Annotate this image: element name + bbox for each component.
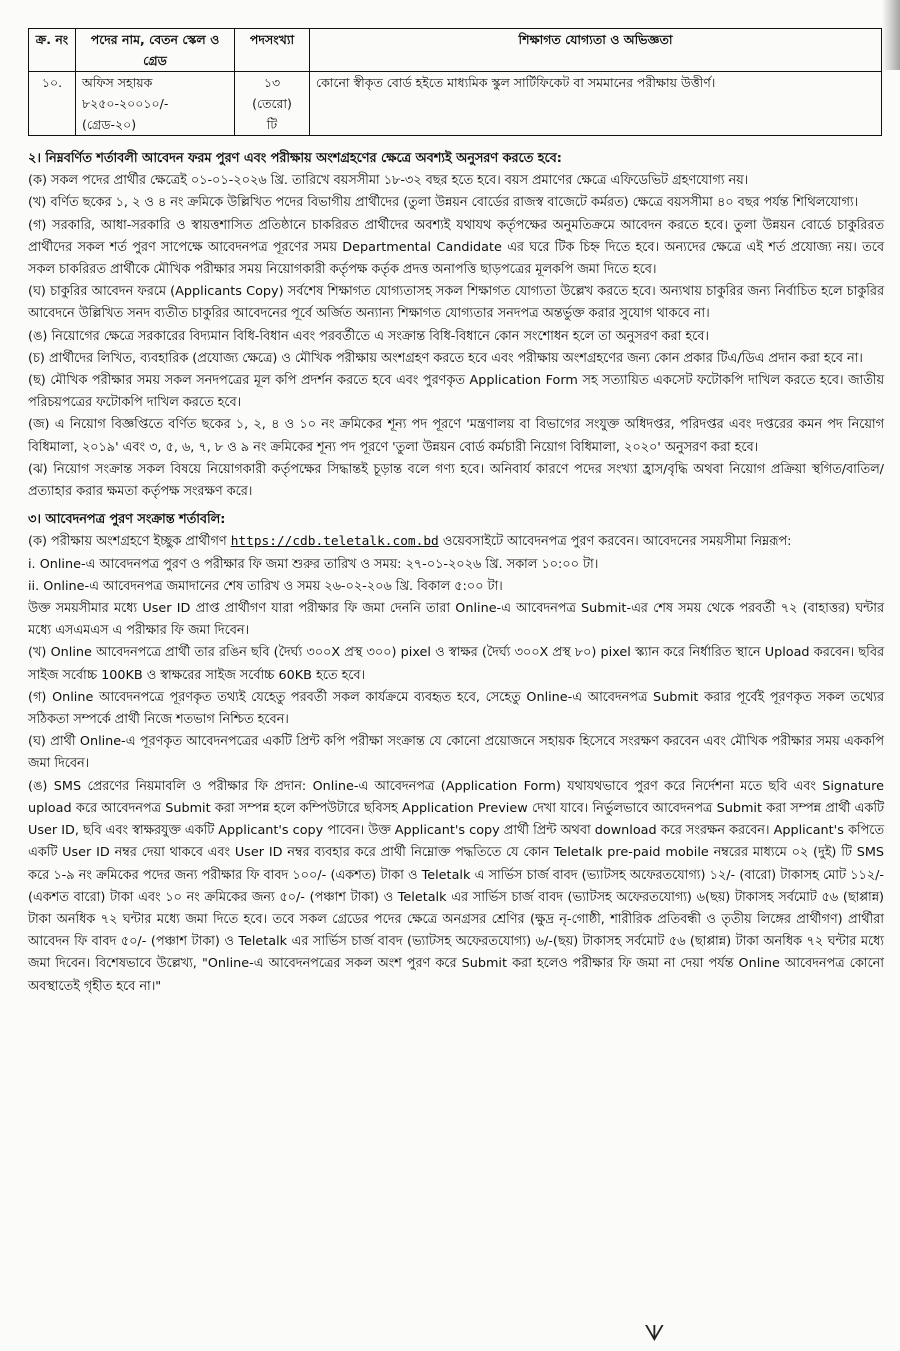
section3-ka <box>28 531 884 553</box>
scan-edge-shadow <box>882 0 900 70</box>
section2-kha: (খ) বর্ণিত ছকের ১, ২ ও ৪ নং ক্রমিকে উল্লিখিত পদের বিভাগীয় প্রার্থীদের (তুলা উন্নয়ন বোর্ডের রাজস্ব বাজেটে কর্মরত) ক্ষেত্রে বয়সসীমা ৪০ বছর পর্যন্ত শিথিলযোগ্য। <box>28 195 859 211</box>
section2-jha: (ঝ) নিয়োগ সংক্রান্ত সকল বিষয়ে নিয়োগকারী কর্তৃপক্ষের সিদ্ধান্তই চূড়ান্ত বলে গণ্য হবে। অনিবার্য কারণে পদের সংখ্যা হ্রাস/বৃদ্ধি অথবা নিয়োগ প্রক্রিয়া স্থগিত/বাতিল/প্রত্যাহার করার ক্ষমতা কর্তৃপক্ষ সংরক্ষণ করে। <box>28 461 884 500</box>
post-name: অফিস সহায়ক <box>82 75 153 90</box>
header-count: পদসংখ্যা <box>235 29 310 72</box>
section3-ga: (গ) Online আবেদনপত্রে পূরণকৃত তথ্যই যেহেতু পরবর্তী সকল কার্যক্রমে ব্যবহৃত হবে, সেহেতু Online-এ আবেদনপত্র Submit করার পূর্বেই পূরণকৃত সকল তথ্যের সঠিকতা সম্পর্কে প্রার্থী নিজে শতভাগ নিশ্চিত হবেন। <box>28 689 884 728</box>
count-unit: টি <box>266 117 278 132</box>
section2-cha: (চ) প্রার্থীদের লিখিত, ব্যবহারিক (প্রযোজ্য ক্ষেত্রে) ও মৌখিক পরীক্ষায় অংশগ্রহণ করতে হবে এবং পরীক্ষায় অংশগ্রহণের জন্য কোন প্রকার টিএ/ডিএ প্রদান করা হবে না। <box>28 350 863 366</box>
header-post: পদের নাম, বেতন স্কেল ও গ্রেড <box>76 29 235 72</box>
section2-ka: (ক) সকল পদের প্রার্থীর ক্ষেত্রেই ০১-০১-২০২৬ খ্রি. তারিখে বয়সসীমা ১৮-৩২ বছর হতে হবে। বয়স প্রমাণের ক্ষেত্রে এফিডেভিট গ্রহণযোগ্য নয়। <box>28 173 749 189</box>
section3-i: i. Online-এ আবেদনপত্র পুরণ ও পরীক্ষার ফি জমা শুরুর তারিখ ও সময়: ২৭-০১-২০২৬ খ্রি. সকাল ১০:০০ টা। <box>28 556 599 572</box>
count-word: (তেরো) <box>252 96 292 111</box>
section3-ka-post: ওয়েবসাইটে আবেদনপত্র পুরণ করবেন। আবেদনের সময়সীমা নিম্নরূপ: <box>442 534 792 550</box>
row-qualification: কোনো স্বীকৃত বোর্ড হইতে মাধ্যমিক স্কুল সার্টিফিকেট বা সমমানের পরীক্ষায় উত্তীর্ণ। <box>310 72 882 136</box>
teletalk-link[interactable]: https://cdb.teletalk.com.bd <box>230 534 439 550</box>
section3-heading: ৩। আবেদনপত্র পুরণ সংক্রান্ত শর্তাবলি: <box>28 512 226 528</box>
post-scale: ৮২৫০-২০০১০/- <box>82 96 169 111</box>
section2-heading: ২। নিম্নবর্ণিত শর্তাবলী আবেদন ফরম পুরণ এবং পরীক্ষায় অংশগ্রহণের ক্ষেত্রে অবশ্যই অনুসরণ করতে হবে: <box>28 151 562 166</box>
header-qualification: শিক্ষাগত যোগ্যতা ও অভিজ্ঞতা <box>310 29 882 72</box>
section3-umo: (ঙ) SMS প্রেরণের নিয়মাবলি ও পরীক্ষার ফি প্রদান: Online-এ আবেদনপত্র (Application Form) যথাযথভাবে পুরণ করে নির্দেশনা মতে ছবি এবং Signature upload করে আবেদনপত্র Submit করা সম্পন্ন হলে কম্পিউটারে ছবিসহ Application Preview দেখা যাবে। নির্ভুলভাবে আবেদনপত্র Submit করা সম্পন্ন প্রার্থী একটি User ID, ছবি এবং স্বাক্ষরযুক্ত একটি Applicant's copy পাবেন। উক্ত Applicant's copy প্রার্থী প্রিন্ট অথবা download করে সংরক্ষন করবেন। Applicant's কপিতে একটি User ID নম্বর দেয়া থাকবে এবং User ID নম্বর ব্যবহার করে প্রার্থী নিম্নোক্ত পদ্ধতিতে যে কোন Teletalk pre-paid mobile নম্বরের মাধ্যমে ০২ (দুই) টি SMS করে ১-৯ নং ক্রমিকের পদের জন্য পরীক্ষার ফি বাবদ ১০০/- (একশত) টাকা ও Teletalk এ সার্ভিস চার্জ বাবদ (ভ্যাটসহ অফেরতযোগ্য) ১২/- (বারো) টাকাসহ মোট ১১২/- (একশত বারো) টাকা এবং ১০ নং ক্রমিকের জন্য ৫০/- (পঞ্চাশ টাকা) ও Teletalk এর সার্ভিস চার্জ বাবদ (ভ্যাটসহ অফেরতযোগ্য) ৬(ছয়) টাকাসহ সর্বমোট ৫৬ (ছাপ্পান্ন) টাকা অনধিক ৭২ ঘন্টার মধ্যে জমা দিতে হবে। তবে সকল গ্রেডের পদের ক্ষেত্রে অনগ্রসর শ্রেণির (ক্ষুদ্র নৃ-গোষ্ঠী, শারীরিক প্রতিবন্ধী ও তৃতীয় লিঙ্গের প্রার্থীগণ) প্রার্থীরা আবেদন ফি বাবদ ৫০/- (পঞ্চাশ টাকা) ও Teletalk এর সার্ভিস চার্জ বাবদ (ভ্যাটসহ অফেরতযোগ্য) ৬/-(ছয়) টাকাসহ সর্বমোট ৫৬ (ছাপ্পান্ন) টাকা অনধিক ৭২ ঘন্টার মধ্যে জমা দিবেন। বিশেষভাবে উল্লেখ্য, "Online-এ আবেদনপত্রের সকল অংশ পুরণ করে Submit করা হলেও পরীক্ষার ফি জমা না দেয়া পর্যন্ত Online আবেদনপত্র কোনো অবস্থাতেই গৃহীত হবে না।" <box>28 778 884 994</box>
post-grade: (গ্রেড-২০) <box>82 117 137 132</box>
section2-gha: (ঘ) চাকুরির আবেদন ফরমে (Applicants Copy) সর্বশেষ শিক্ষাগত যোগ্যতাসহ সকল শিক্ষাগত যোগ্যতা উল্লেখ করতে হবে। অন্যথায় চাকুরির জন্য নির্বাচিত হলে চাকুরির আবেদনে উল্লিখিত সনদ ব্যতীত চাকুরির আবেদনের পূর্বে অর্জিত অন্যান্য শিক্ষাগত যোগ্যতার সনদপত্র অন্তর্ভুক্ত করার সুযোগ থাকবে না। <box>28 284 884 322</box>
post-table <box>28 28 882 136</box>
section2-ja: (জ) এ নিয়োগ বিজ্ঞপ্তিতে বর্ণিত ছকের ১, ২, ৪ ও ১০ নং ক্রমিকের শূন্য পদ পূরণে 'মন্ত্রণালয় বা বিভাগের সংযুক্ত অধিদপ্তর, পরিদপ্তর এবং দপ্তরের কমন পদ নিয়োগ বিধিমালা, ২০১৯' এবং ৩, ৫, ৬, ৭, ৮ ও ৯ নং ক্রমিকের শূন্য পদ পূরণে 'তুলা উন্নয়ন বোর্ড কর্মচারী নিয়োগ বিধিমালা, ২০২০' অনুসরণ করা হবে। <box>28 417 884 455</box>
section3-ii: ii. Online-এ আবেদনপত্র জমাদানের শেষ তারিখ ও সময় ২৬-০২-২০৬ খ্রি. বিকাল ৫:০০ টা। <box>28 578 503 594</box>
row-post <box>76 72 235 136</box>
post-table-header-row <box>29 29 882 72</box>
notice-body <box>28 148 884 998</box>
table-row <box>29 72 882 136</box>
handwritten-mark: ᗐ <box>644 1322 665 1347</box>
count-number: ১৩ <box>263 75 281 90</box>
section3-gha: (ঘ) প্রার্থী Online-এ পূরণকৃত আবেদনপত্রের একটি প্রিন্ট কপি পরীক্ষা সংক্রান্ত যে কোনো প্রয়োজনে সহায়ক হিসেবে সংরক্ষণ করবেন এবং মৌখিক পরীক্ষার সময় এককপি জমা দিবেন। <box>28 734 884 772</box>
row-count <box>235 72 310 136</box>
section2-umo: (ঙ) নিয়োগের ক্ষেত্রে সরকারের বিদ্যমান বিধি-বিধান এবং পরবর্তীতে এ সংক্রান্ত বিধি-বিধানে কোন সংশোধন হলে তা অনুসরণ করা হবে। <box>28 328 709 344</box>
section2-chha: (ছ) মৌখিক পরীক্ষার সময় সকল সনদপত্রের মূল কপি প্রদর্শন করতে হবে এবং পুরণকৃত Application Form সহ সত্যায়িত একসেট ফটোকপি দাখিল করতে হবে। জাতীয় পরিচয়পত্রের ফটোকপি দাখিল করতে হবে। <box>28 373 884 411</box>
header-serial: ক্র. নং <box>29 29 76 72</box>
section3-note: উক্ত সময়সীমার মধ্যে User ID প্রাপ্ত প্রার্থীগণ যারা পরীক্ষার ফি জমা দেননি তারা Online-এ আবেদনপত্র Submit-এর শেষ সময় থেকে পরবর্তী ৭২ (বাহাত্তর) ঘন্টার মধ্যে এসএমএস এ পরীক্ষার ফি জমা দিবেন। <box>28 601 884 639</box>
row-serial: ১০. <box>29 72 76 136</box>
section3-ka-pre: (ক) পরীক্ষায় অংশগ্রহণে ইচ্ছুক প্রার্থীগণ <box>28 534 227 550</box>
section2-ga: (গ) সরকারি, আধা-সরকারি ও স্বায়ত্তশাসিত প্রতিষ্ঠানে চাকরিরত প্রার্থীদের অবশ্যই যথাযথ কর্তৃপক্ষের অনুমতিক্রমে আবেদন করতে হবে। তুলা উন্নয়ন বোর্ডে চাকুরিরত প্রার্থীদের সকল শর্ত পুরণ সাপেক্ষে আবেদনপত্র পূরণের সময় Departmental Candidate এর ঘরে টিক চিহ্ন দিতে হবে। অন্যদের ক্ষেত্রে এই শর্ত প্রযোজ্য নয়। তবে সকল চাকরিরত প্রার্থীকে মৌখিক পরীক্ষার সময় নিয়োগকারী কর্তৃপক্ষ কর্তৃক প্রদত্ত অনাপত্তি ছাড়পত্রের মূলকপি জমা দিতে হবে। <box>28 217 884 278</box>
section3-kha: (খ) Online আবেদনপত্রে প্রার্থী তার রঙিন ছবি (দৈর্ঘ্য ৩০০X প্রস্থ ৩০০) pixel ও স্বাক্ষর (দৈর্ঘ্য ৩০০X প্রস্থ ৮০) pixel স্ক্যান করে নির্ধারিত স্থানে Upload করবেন। ছবির সাইজ সর্বোচ্চ 100KB ও স্বাক্ষরের সাইজ সর্বোচ্চ 60KB হতে হবে। <box>28 645 884 683</box>
